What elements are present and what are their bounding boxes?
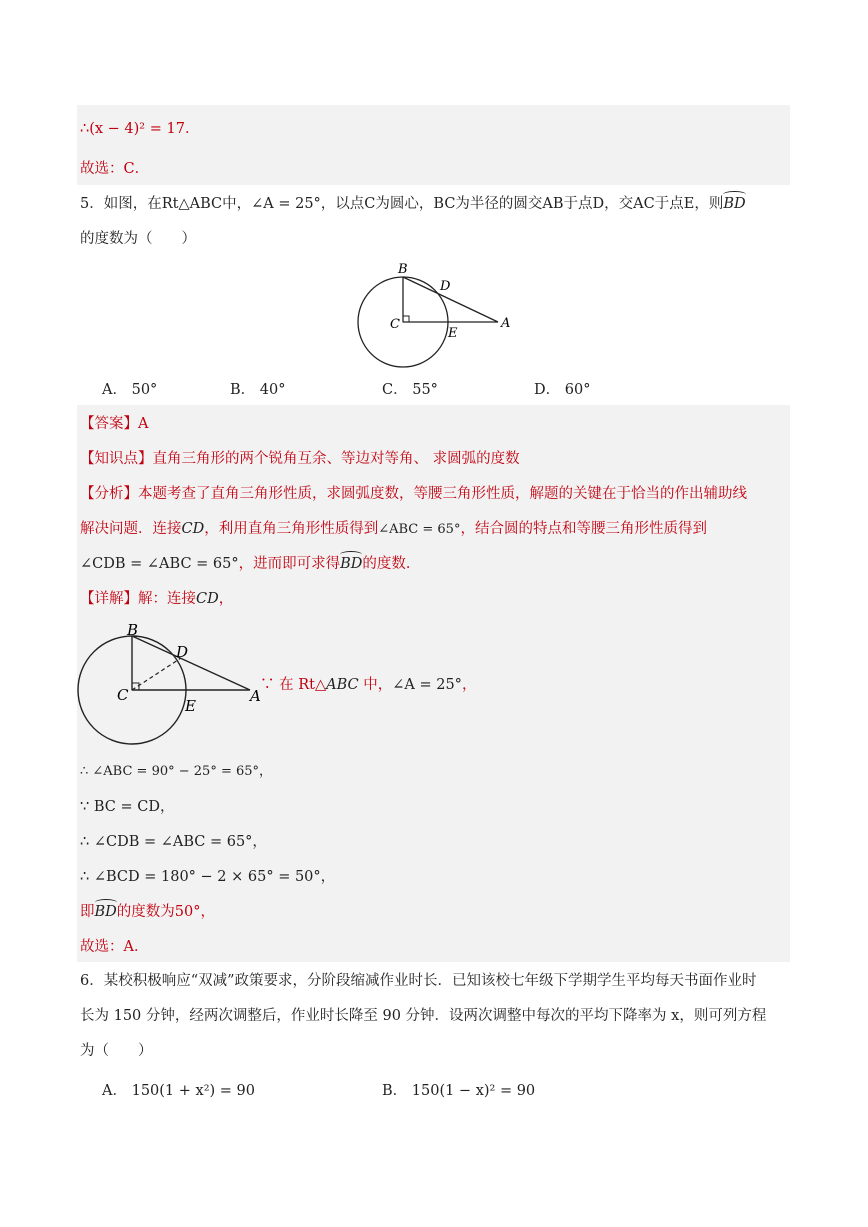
knowledge-line: 【知识点】直角三角形的两个锐角互余、等边对等角、 求圆弧的度数 xyxy=(80,451,520,467)
q6-line3: 为（ ） xyxy=(80,1043,153,1059)
q5-segment-ba xyxy=(403,277,498,322)
analysis-line3: ∠CDB = ∠ABC = 65°，进而即可求得BD的度数． xyxy=(80,556,421,572)
sol-label-d: D xyxy=(176,643,189,661)
q5-stem-text: 5．如图，在Rt△ABC中，∠A = 25°，以点C为圆心，BC为半径的圆交AB于点D，交AC于点E，则 xyxy=(80,196,724,212)
sol-label-c: C xyxy=(117,686,129,704)
q5-right-angle-mark xyxy=(403,316,409,322)
step3: ∴ ∠CDB = ∠ABC = 65°， xyxy=(80,834,267,850)
step4: ∴ ∠BCD = 180° − 2 × 65° = 50°， xyxy=(80,869,336,885)
q5-option-b: B． 40° xyxy=(230,382,286,398)
because-line: ∵ 在 Rt△ABC 中，∠A = 25°， xyxy=(260,677,477,693)
q6-option-b: B． 150(1 − x)² = 90 xyxy=(382,1083,536,1099)
analysis-line1: 【分析】本题考查了直角三角形性质，求圆弧度数，等腰三角形性质，解题的关键在于恰当的作出辅助线 xyxy=(80,486,747,502)
detail-line: 【详解】解：连接CD， xyxy=(80,591,234,607)
step1: ∴ ∠ABC = 90° − 25° = 65°， xyxy=(80,764,273,779)
q5-stem-arc: BD xyxy=(723,196,746,212)
sol-label-b: B xyxy=(127,621,139,639)
q5-label-e: E xyxy=(448,326,458,341)
q5-label-a: A xyxy=(501,316,511,331)
sol-label-e: E xyxy=(185,697,196,715)
q6-line1: 6．某校积极响应“双减”政策要求，分阶段缩减作业时长．已知该校七年级下学期学生平均每天书面作业时 xyxy=(80,973,757,989)
answer-line: 【答案】A xyxy=(80,416,149,432)
q6-option-a: A． 150(1 + x²) = 90 xyxy=(102,1083,255,1099)
q6-line2: 长为 150 分钟，经两次调整后，作业时长降至 90 分钟．设两次调整中每次的平均下降率为 x，则可列方程 xyxy=(80,1008,767,1024)
solution-figure xyxy=(72,620,272,755)
q5-option-d: D． 60° xyxy=(534,382,591,398)
q5-option-a: A． 50° xyxy=(102,382,158,398)
q5-stem-line1 xyxy=(80,194,746,214)
q5-label-b: B xyxy=(398,262,408,277)
analysis-line2: 解决问题．连接CD，利用直角三角形性质得到∠ABC = 65°，结合圆的特点和等腰三角形性质得到 xyxy=(80,521,707,537)
q5-option-c: C． 55° xyxy=(382,382,438,398)
final-conclusion: 故选：A． xyxy=(80,939,149,955)
sol-label-a: A xyxy=(250,687,261,705)
step5: 即BD的度数为50°， xyxy=(80,904,215,920)
sol-segment-ba xyxy=(132,636,250,690)
q5-stem-line2: 的度数为（ ） xyxy=(80,231,196,247)
q5-figure xyxy=(350,258,520,373)
previous-equation: ∴(x − 4)² = 17． xyxy=(80,121,200,137)
q5-label-d: D xyxy=(440,279,451,294)
previous-solution-block xyxy=(77,105,790,185)
step2: ∵ BC = CD， xyxy=(80,799,175,815)
q5-label-c: C xyxy=(390,317,400,332)
previous-conclusion: 故选：C． xyxy=(80,161,150,177)
